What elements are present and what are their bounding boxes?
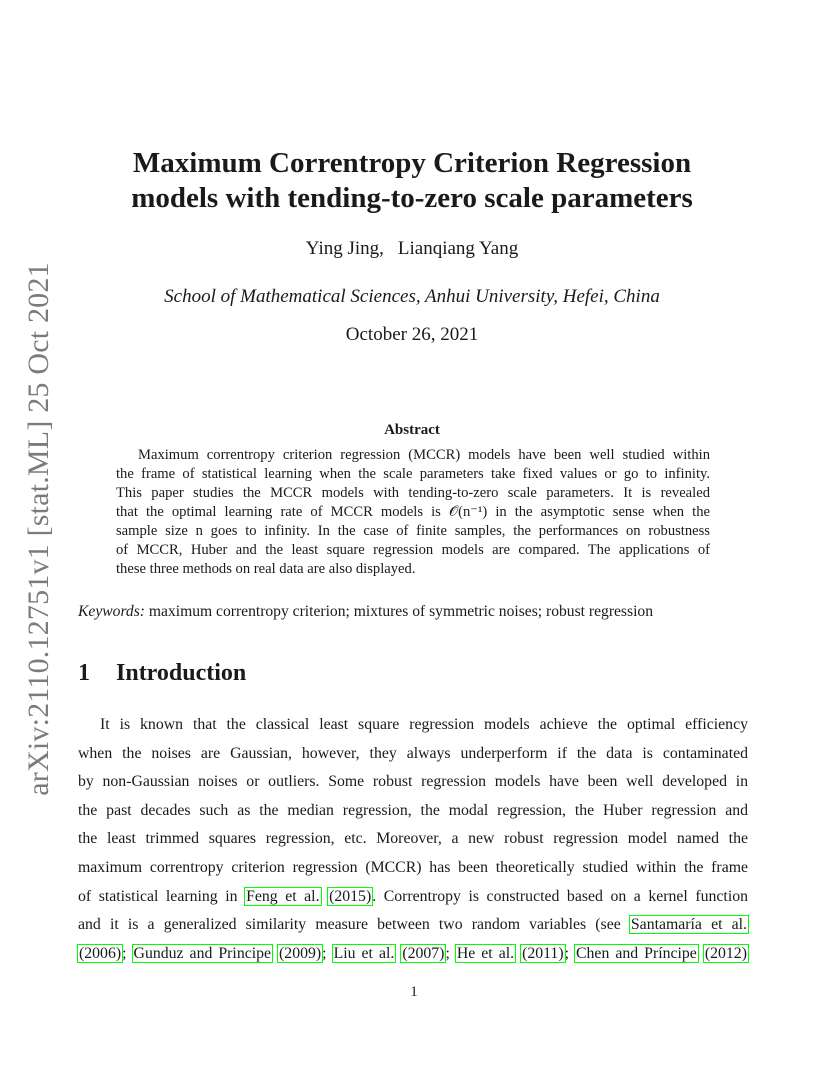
keywords bbox=[78, 603, 758, 621]
citation-link-he-year[interactable]: (2011) bbox=[522, 944, 564, 962]
citation-link-liu[interactable]: Liu et al. bbox=[333, 944, 395, 962]
abstract-heading: Abstract bbox=[384, 422, 440, 438]
arxiv-side-identifier bbox=[14, 262, 64, 796]
introduction-body bbox=[78, 711, 748, 968]
separator: ; bbox=[322, 944, 327, 962]
title-line-1: Maximum Correntropy Criterion Regression bbox=[132, 147, 692, 179]
author-1: Ying Jing, bbox=[305, 238, 384, 259]
abstract-line: that the optimal learning rate of MCCR models is 𝒪(n⁻¹) in the asymptotic sense when the bbox=[116, 504, 710, 520]
body-line: when the noises are Gaussian, however, they always underperform if the data is contaminated bbox=[78, 744, 748, 762]
body-line bbox=[78, 940, 748, 969]
citation-link-feng[interactable]: Feng et al. bbox=[246, 887, 320, 905]
citation-link-liu-year[interactable]: (2007) bbox=[402, 944, 445, 962]
citation-link-gunduz[interactable]: Gunduz and Principe bbox=[133, 944, 272, 962]
affiliation: School of Mathematical Sciences, Anhui University, Hefei, China bbox=[164, 286, 660, 307]
body-line: It is known that the classical least square regression models achieve the optimal efficiency bbox=[100, 716, 748, 733]
citation-link-he[interactable]: He et al. bbox=[456, 944, 515, 962]
separator: ; bbox=[564, 944, 569, 962]
body-line: the past decades such as the median regression, the modal regression, the Huber regression and bbox=[78, 801, 748, 819]
body-line bbox=[78, 883, 748, 912]
abstract-line: the frame of statistical learning when the scale parameters take fixed values or go to infinity. bbox=[116, 466, 710, 482]
abstract-line: sample size n goes to infinity. In the case of finite samples, the performances on robustness bbox=[116, 523, 710, 539]
citation-link-santamaria[interactable]: Santamaría et al. bbox=[630, 916, 747, 934]
author-list bbox=[60, 238, 764, 260]
keywords-text: maximum correntropy criterion; mixtures of symmetric noises; robust regression bbox=[148, 603, 653, 620]
paper-date: October 26, 2021 bbox=[345, 324, 479, 345]
page-number: 1 bbox=[410, 984, 418, 1000]
separator: ; bbox=[445, 944, 450, 962]
arxiv-identifier-text: arXiv:2110.12751v1 [stat.ML] 25 Oct 2021 bbox=[22, 262, 55, 796]
abstract-line: of MCCR, Huber and the least square regression models are compared. The applications of bbox=[116, 542, 710, 558]
keywords-label: Keywords: bbox=[78, 603, 145, 620]
body-text-fragment: and it is a generalized similarity measure between two random variables (see bbox=[78, 916, 621, 934]
separator: ; bbox=[122, 944, 127, 962]
paper-title bbox=[60, 146, 764, 216]
citation-link-chen-year[interactable]: (2012) bbox=[704, 944, 747, 962]
body-line: maximum correntropy criterion regression (MCCR) has been theoretically studied within the frame bbox=[78, 858, 748, 876]
body-line: the least trimmed squares regression, etc. Moreover, a new robust regression model named the bbox=[78, 830, 748, 848]
body-text-fragment: . Correntropy is constructed based on a kernel function bbox=[372, 887, 749, 905]
body-text-fragment: of statistical learning in bbox=[78, 887, 238, 905]
section-title: Introduction bbox=[116, 660, 247, 686]
section-heading bbox=[78, 660, 246, 687]
citation-link-feng-year[interactable]: (2015) bbox=[329, 887, 372, 905]
abstract-line: This paper studies the MCCR models with tending-to-zero scale parameters. It is revealed bbox=[116, 485, 710, 501]
citation-link-gunduz-year[interactable]: (2009) bbox=[279, 944, 322, 962]
body-line bbox=[78, 911, 748, 940]
citation-link-santamaria-year[interactable]: (2006) bbox=[79, 944, 122, 962]
abstract-body bbox=[116, 446, 710, 579]
title-line-2: models with tending-to-zero scale parameters bbox=[131, 182, 693, 214]
body-line: by non-Gaussian noises or outliers. Some robust regression models have been well developed in bbox=[78, 773, 748, 791]
section-number: 1 bbox=[78, 660, 90, 686]
author-2: Lianqiang Yang bbox=[397, 238, 519, 259]
abstract-line: these three methods on real data are also displayed. bbox=[116, 561, 416, 577]
citation-link-chen[interactable]: Chen and Príncipe bbox=[576, 944, 697, 962]
abstract-line: Maximum correntropy criterion regression (MCCR) models have been well studied within bbox=[138, 447, 710, 463]
